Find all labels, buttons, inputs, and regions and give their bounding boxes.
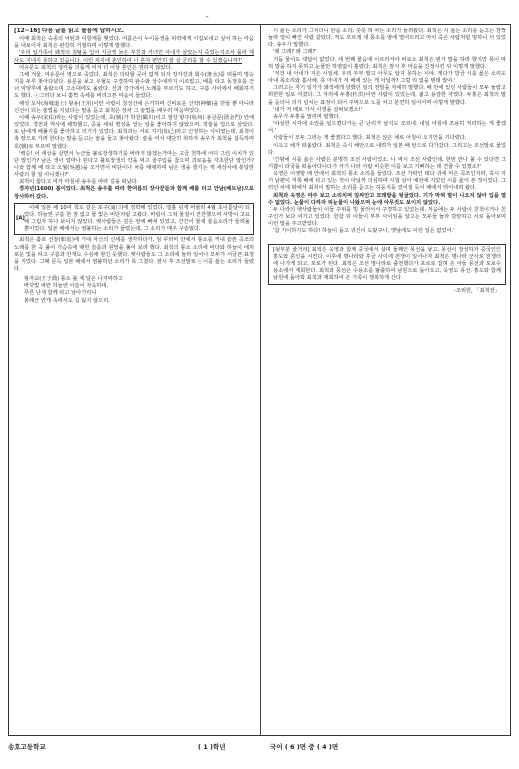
source-citation: -조위한, 「최척전」 bbox=[453, 288, 500, 295]
page-info: 국어 ( 6 )면 중 ( 4 )면 bbox=[270, 743, 339, 751]
paragraph: 이윽고 해가 떠올랐다. 최척은 즉시 해안으로 내려가 일본 배 앞으로 다가갔다. 그리고는 조선말로 물었다. bbox=[268, 142, 506, 156]
paragraph: 최척이 옳다고 여겨 마침내 송우를 따라 길을 떠났다. bbox=[19, 179, 139, 186]
paragraph-quote: '야심한 시각에 소란을 일으켰다가는 큰 난리가 날지도 모르네. 내일 아침에 조용히 처리하는 게 좋겠어.' bbox=[268, 121, 506, 135]
paragraph-quote: '백승! 이 세상을 살면서 누군들 불로장생하기를 바라지 않겠는가마는 고금 천하에 어디 그런 이치가 있단 말인가? 남은 생이 얼마나 된다고 불로장생의 약을 먹고 골주림을 참으며 괴로움을 자초한단 말인가? 나와 함께 배 타고 오월(吳越)을 오가면서 비단이나 차를 매매하며 남은 생을 즐기는 게 세상사에 통달한 사람의 할 일 아니겠나?' bbox=[14, 150, 254, 179]
grade-label: ( 1 )학년 bbox=[198, 743, 226, 751]
column-divider bbox=[260, 25, 261, 735]
poem-line: 바닷빛 파란 하늘엔 이슬이 자욱하네. bbox=[24, 283, 109, 290]
paragraph-quote: '참 기이하기도 하다! 하늘이 돕고 귀신이 도왔구나, 옛날에도 이런 일은 없었어.' bbox=[273, 228, 455, 235]
paragraph: 최척과 옥영은 마주 보고 소리치며 얼싸안고 모래밭을 뒹굴었다. 기가 막혀 말이 나오지 않아 입을 열 수 없었다. 눈물이 다하자 피눈물이 나왔으며 눈에 아무것도 보이지 않았다. bbox=[268, 192, 506, 206]
paragraph-quote: '우리 일가족이 왜적의 침탈을 입어 지금껏 늙은 부친과 거녀린 아내가 살았는지 죽었는지조차 몰라 제사도 지내지 못하고 있습니다. 이런 처지에 혼인하여 나 혼자 편안히 잘 살 궁리를 할 수 있겠습니까?' bbox=[14, 50, 254, 64]
exam-page bbox=[8, 24, 511, 736]
paragraph: 옥영은 어젯밤 배 안에서 최척의 퉁소 소리를 들었다. 조선 가락인 데다 귀에 익은 곡조인지라, 혹시 자기 남편이 저쪽 배에 타고 있는 것이 아닐까 의심하며 시험 삼아 예전에 지었던 시를 읊어 본 것이었다. 그러던 차에 밖에서 최척이 말하는 소리를 듣고는 허둥지둥 엎어질 듯이 배에서 뛰어내려 왔다. bbox=[268, 171, 506, 192]
right-column bbox=[268, 28, 506, 732]
paragraph: 송우가 두홍을 말리며 말했다. bbox=[273, 113, 341, 120]
box-a-label: [A] bbox=[16, 215, 25, 222]
paragraph: 해성 도사(海城道士) 왕용(王用)이란 사람이 청성산에 은거하며 신비로운 신약(神藥)을 만들 뿐 아니라 신선이 되는 술법을 지녔다는 말을 듣고 최척은 장차 그 술법을 배우러 마음먹었다. bbox=[14, 100, 254, 114]
paragraph-quote: '저건 내 아내가 지은 시일세. 우리 부부 말고 아무도 알지 못하는 시야. 게다가 방금 시를 읊은 소리도 아내 목소리와 흡사해. 혹 아내가 저 배에 있는 게 아닐까? 그럴 리 없을 텐데 말야.' bbox=[268, 70, 506, 85]
poem bbox=[14, 276, 254, 305]
question-range-header: [12~16] 다음 글을 읽고 물음에 답하시오. bbox=[14, 28, 125, 34]
paragraph: 그해 겨울, 여유문이 병으로 죽었다. 최척은 의탁할 곳이 없게 되자 장자강과 회수(淮水)를 떠돌며 명승지를 두루 찾아다녔다. 용문을 보고 우혈도 구경하며 완수와 상수에까지 이르렀고, 배를 타고 동정호를 건너 악양루에 올랐으며 고소대에도 올랐다. 산과 강가에서 노래를 부르기도 하고, 구름 사이에서 배회하기도 했다. ⓒ그러다 보니 훌쩍 속세를 버리고픈 마음이 들었다. bbox=[14, 71, 254, 100]
paragraph: 그러고는 자기 일가가 왜적에게 당했던 일의 전말을 자세히 말했다. 배 안에 있던 사람들이 모두 놀랍고 희한한 일로 여겼다. 그 자리에 두홍(杜洪)이란 사람이 있었는데, 젊고 용감한 자였다. 두홍은 최척의 말을 듣더니 의기 넘치는 표정이 되어 주먹으로 노를 치고 분연히 일어서며 이렇게 말했다. bbox=[268, 85, 506, 106]
paragraph: 여유문도 최척의 생각을 의롭게 여겨 더 이상 혼인은 권하지 않았다. bbox=[19, 64, 173, 71]
paragraph-quote: '왜 그래? 왜 그래?' bbox=[273, 49, 317, 56]
paragraph: 시 읊는 소리가 그치더니 한숨 소리, 쯧쯧 혀 차는 소리가 들려왔다. 최척은 시 읊는 소리를 듣고는 깜짝 놀라 얼이 빠진 사람 같았다. 저도 모르게 새 퉁소를 땅에 떨어뜨리고 마치 죽은 사람처럼 멍하니 서 있었다. 송우가 말했다. bbox=[268, 28, 506, 49]
paragraph: 이때 최척은 숙종의 어떤과 이항재를 맺었다. 여름은이 누이동생을 피력에게 시집보내고 싶어 하는 마음을 내보이자 최척은 완강히 거절하며 이렇게 말했다. bbox=[14, 36, 254, 50]
paragraph: 거듭 물어도 대답이 없었다. 세 번째 물음에 이르러서야 비로소 최척은 뭔가 말을 하려 했지만 목이 막혀 말을 하지 못하고 눈물만 하염없이 흘렸다. 최척은 잠시 후 마음을 진정시킨 뒤 이렇게 말했다. bbox=[268, 56, 506, 70]
paragraph: 사람들이 모두 그러는 게 좋겠다고 했다. 최척은 앉은 채로 아침이 오기만을 기다렸다. bbox=[273, 135, 467, 142]
paragraph: 이때 송우(宋佑)라는 사람이 있었는데, 호(號)가 학천(鶴川)이고 절강 항주(杭州) 용금문(湧金門) 안에 있었다. 경전과 역사에 해박했고, 공을 세워 명성을 얻는 일을 좋아하지 않았으며, 적술을 업으로 삼았다. 또 남에게 베풀기를 좋아하고 의기가 있었다. 최척과는 서로 지기(知己)라고 인정하는 사이였는데, 최척이 촉 땅으로 가려 한다는 말을 듣고는 술을 들고 찾아왔다. 술을 여서 대단히 취하자 송우가 최척을 설득하며 호(號)로 부르며 말했다. bbox=[14, 114, 254, 150]
poem-line: 봉래산 안개 속에서도 길 잃지 않으리. bbox=[24, 297, 110, 304]
summary-text: [뒷부분 줄거리] 최척은 옥영과 함께 중국에서 살며 둘째인 몽선을 낳고, 몽선이 장성하자 중국인인 홍도와 혼인을 시킨다. 이후에 명나라와 후금 사이에 전쟁이 일어나자 최척은 명나라 군사로 전쟁터에 나가게 되고, 포로가 된다. 최척은 조선 명나라로 출전했다가 포로로 잡혀 온 아들 몽선과 포로수용소에서 재회한다. 최척과 몽선은 수용소를 탈출하여 남원으로 돌아오고, 옥영도 몽선, 홍도와 함께 남원에 돌아와 최척과 재회하여 온 가족이 행복하게 산다. bbox=[273, 246, 501, 282]
page-top-mark: ^ bbox=[205, 16, 210, 22]
passage-box-a bbox=[14, 203, 254, 236]
paragraph-quote: '간밤에 시를 읊은 사람은 분명히 조선 사람이었소. 나 역시 조선 사람인데, 한번 만나 볼 수 있다면 그 기쁨이 타국을 떠돌아다니다가 자기 나라 사람 비슷한 이를 보고 기뻐하는 데 견줄 수 있겠소?' bbox=[268, 156, 506, 170]
box-a-text: 이때 일본 배 10여 척도 같은 포구(浦口)에 정박해 있었다. 열흘 넘게 머물러 4월 초이튿날이 되었다. 하늘엔 구름 한 점 없고 물 빛은 비단처럼 고왔다. 바람이 그쳐 물결이 잔잔했으며 사방이 고요해 그림자 하나 보이지 않았다. 뱃사람들은 깊은 잠에 빠져 있었고, 간간이 물새 울음소리가 들려올 뿐이었다. 일본 배에서는 염불하는 소리가 들렸는데, 그 소리가 매우 구슬펐다. bbox=[24, 204, 250, 233]
poem-line: 푸른 난새 함께 타고 날아가리니 bbox=[24, 290, 97, 297]
page-footer bbox=[8, 742, 511, 754]
paragraph: 두 나라의 뱃사람들이 이들 주위를 빙 둘러서서 구경하고 있었는데, 처음에는 두 사람이 친척이거나 친구인가 보다 여기고 있었다. 한참 뒤 이들이 부부 사이임을 알고는 모두들 놀라 감탄하고 서로 돌아보며 이런 말을 주고받았다. bbox=[268, 206, 506, 228]
school-name: 송호고등학교 bbox=[8, 743, 46, 751]
paragraph: 최척은 홀로 선창(船窓)에 기대 자신의 신세를 생각하다가, 짐 꾸러미 안에서 퉁소를 꺼내 슬픈 곡조의 노래를 한 곡 불어 가슴속에 맺힌 슬픔과 원망을 풀어 보려 했다. 최척의 퉁소 소리에 바다와 하늘이 애처로운 빛을 띠고 구름과 안개도 수심에 잠긴 듯했다. 뱃사람들도 그 소리에 놀라 일어나 모두가 서글픈 표정을 지었다. 그때 문득 일본 배에서 염불하던 소리가 뚝 그쳤다. 잠시 후 조선말로 ⓒ시를 읊는 소리가 들렸다. bbox=[14, 237, 254, 272]
paragraph-quote: '내가 저 배로 가서 사정을 살펴보겠소!' bbox=[273, 106, 363, 113]
poem-line: 왕자교(王子喬) 퉁소 불 제 달은 나지막하고 bbox=[24, 276, 123, 283]
paragraph: 경자년(1600) 봄이었다. 최척은 송우를 따라 한여름의 장사꾼들과 함께 배를 타고 안남(베트남)으로 장사하러 갔다. bbox=[14, 186, 254, 200]
summary-box bbox=[268, 244, 506, 286]
left-column bbox=[14, 28, 254, 732]
